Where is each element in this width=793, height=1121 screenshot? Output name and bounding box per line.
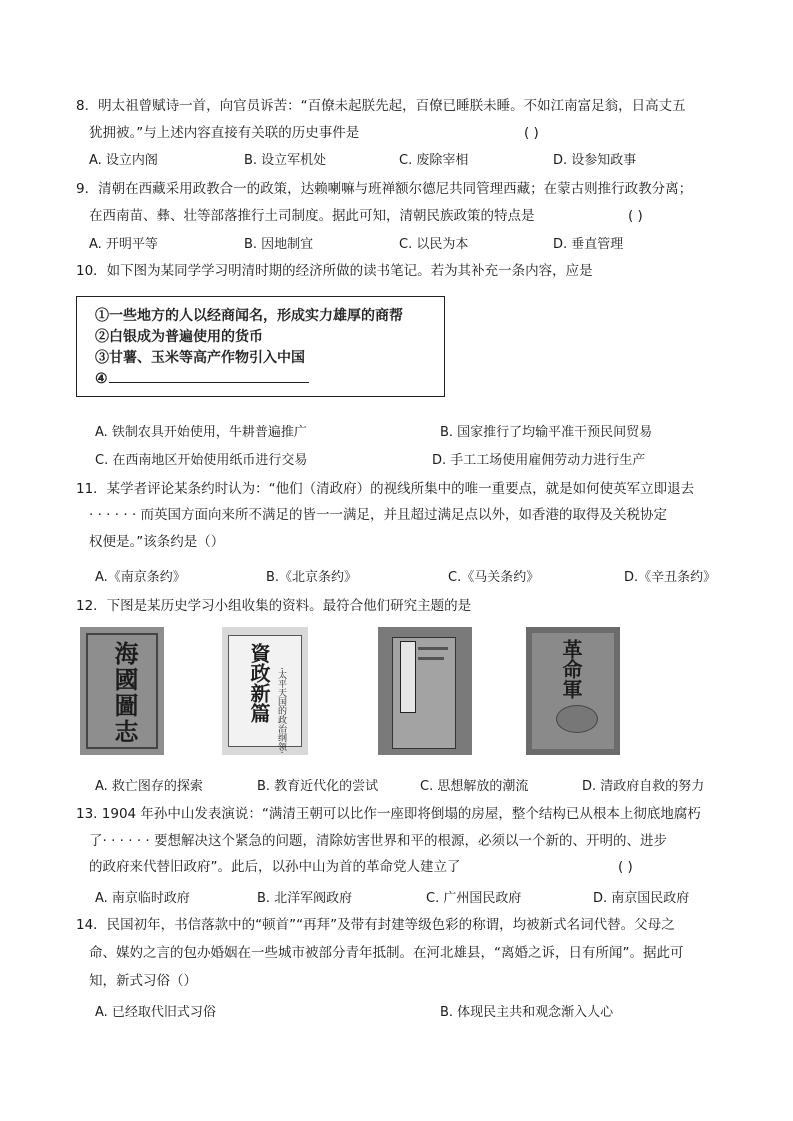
book-title-haiguo-tuzhi: 海國圖志 xyxy=(110,641,139,745)
q8-stem-line1: 8．明太祖曾赋诗一首，向官员诉苦：“百僚未起朕先起，百僚已睡朕未睡。不如江南富足翁，日高丈五 xyxy=(76,98,686,114)
q13-stem-line2: 了· · · · · · 要想解决这个紧急的问题，清除妨害世界和平的根源，必须以一个新的、开明的、进步 xyxy=(89,833,667,849)
q14-stem-line1: 14．民国初年，书信落款中的“顿首”“再拜”及带有封建等级色彩的称谓，均被新式名词代替。父母之 xyxy=(76,917,675,933)
q13-option-a: A. 南京临时政府 xyxy=(95,891,190,906)
book-cover-zizheng-xinpian xyxy=(222,627,308,755)
q10-note-1: ①一些地方的人以经商闻名，形成实力雄厚的商帮 xyxy=(95,308,403,324)
q9-stem-line2: 在西南苗、彝、壮等部落推行土司制度。据此可知，清朝民族政策的特点是 xyxy=(89,208,535,224)
q13-answer-paren: ( ) xyxy=(618,859,633,875)
book-cover-haiguo-tuzhi xyxy=(80,627,164,755)
q10-note-4-blank xyxy=(109,382,309,383)
q12-option-c: C. 思想解放的潮流 xyxy=(420,779,529,794)
q14-option-a: A. 已经取代旧式习俗 xyxy=(95,1005,216,1020)
q13-stem-line3: 的政府来代替旧政府”。此后，以孙中山为首的革命党人建立了 xyxy=(89,859,461,875)
book-cover-third xyxy=(378,627,472,755)
q12-option-d: D. 清政府自救的努力 xyxy=(582,779,705,794)
q11-stem-line1: 11．某学者评论某条约时认为：“他们（清政府）的视线所集中的唯一重要点，就是如何使英军立即退去 xyxy=(76,481,695,497)
q10-option-d: D. 手工工场使用雇佣劳动力进行生产 xyxy=(432,453,646,468)
q12-option-b: B. 教育近代化的尝试 xyxy=(257,779,379,794)
q10-stem: 10．如下图为某同学学习明清时期的经济所做的读书笔记。若为其补充一条内容，应是 xyxy=(76,263,593,279)
q11-option-d: D.《辛丑条约》 xyxy=(624,570,717,585)
q9-stem-line1: 9．清朝在西藏采用政教合一的政策，达赖喇嘛与班禅额尔德尼共同管理西藏；在蒙古则推行政教分离； xyxy=(76,181,693,197)
q8-option-b: B. 设立军机处 xyxy=(244,153,327,168)
q10-option-c: C. 在西南地区开始使用纸币进行交易 xyxy=(95,453,308,468)
q13-option-c: C. 广州国民政府 xyxy=(426,891,522,906)
q9-option-c: C. 以民为本 xyxy=(399,237,469,252)
q13-stem-line1: 13. 1904 年孙中山发表演说：“满清王朝可以比作一座即将倒塌的房屋，整个结构已从根本上彻底地腐朽 xyxy=(76,806,701,822)
q12-stem: 12．下图是某历史学习小组收集的资料。最符合他们研究主题的是 xyxy=(76,598,472,614)
q14-stem-line2: 命、媒妁之言的包办婚姻在一些城市被部分青年抵制。在河北雄县，“离婚之诉，日有所闻”。据此可 xyxy=(89,945,684,961)
q11-option-b: B.《北京条约》 xyxy=(266,570,358,585)
book-title-geming-jun: 革命軍 xyxy=(559,639,583,699)
q11-stem-line2: · · · · · · 而英国方面向来所不满足的皆一一满足，并且超过满足点以外，如香港的取得及关税协定 xyxy=(89,507,667,523)
q10-note-2: ②白银成为普遍使用的货币 xyxy=(95,329,263,345)
q10-option-b: B. 国家推行了均输平准干预民间贸易 xyxy=(440,425,653,440)
q11-option-c: C.《马关条约》 xyxy=(448,570,540,585)
book-subtitle: ·太平天国的政治纲领· xyxy=(276,667,286,754)
q13-option-d: D. 南京国民政府 xyxy=(593,891,690,906)
q10-note-4: ④ xyxy=(95,371,108,387)
q9-option-d: D. 垂直管理 xyxy=(553,237,624,252)
q10-option-a: A. 铁制农具开始使用，牛耕普遍推广 xyxy=(95,425,307,440)
q12-option-a: A. 救亡图存的探索 xyxy=(95,779,203,794)
q8-answer-paren: ( ) xyxy=(524,125,539,141)
q8-stem-line2: 犹拥被。”与上述内容直接有关联的历史事件是 xyxy=(89,125,360,141)
book-cover-geming-jun xyxy=(526,627,620,755)
q11-stem-line3: 权便是。”该条约是（） xyxy=(89,534,225,550)
book-title-zizheng-xinpian: 資政新篇 xyxy=(247,643,271,723)
q10-reading-notes-box xyxy=(76,296,445,397)
q11-option-a: A.《南京条约》 xyxy=(95,570,186,585)
q14-stem-line3: 知，新式习俗（） xyxy=(89,973,197,989)
q8-option-a: A. 设立内阁 xyxy=(89,153,158,168)
q9-answer-paren: ( ) xyxy=(628,208,643,224)
q10-note-3: ③甘薯、玉米等高产作物引入中国 xyxy=(95,350,305,366)
q9-option-b: B. 因地制宜 xyxy=(244,237,314,252)
q8-option-c: C. 废除宰相 xyxy=(399,153,469,168)
q8-option-d: D. 设参知政事 xyxy=(553,153,637,168)
q14-option-b: B. 体现民主共和观念渐入人心 xyxy=(440,1005,614,1020)
q9-option-a: A. 开明平等 xyxy=(89,237,158,252)
q13-option-b: B. 北洋军阀政府 xyxy=(257,891,353,906)
